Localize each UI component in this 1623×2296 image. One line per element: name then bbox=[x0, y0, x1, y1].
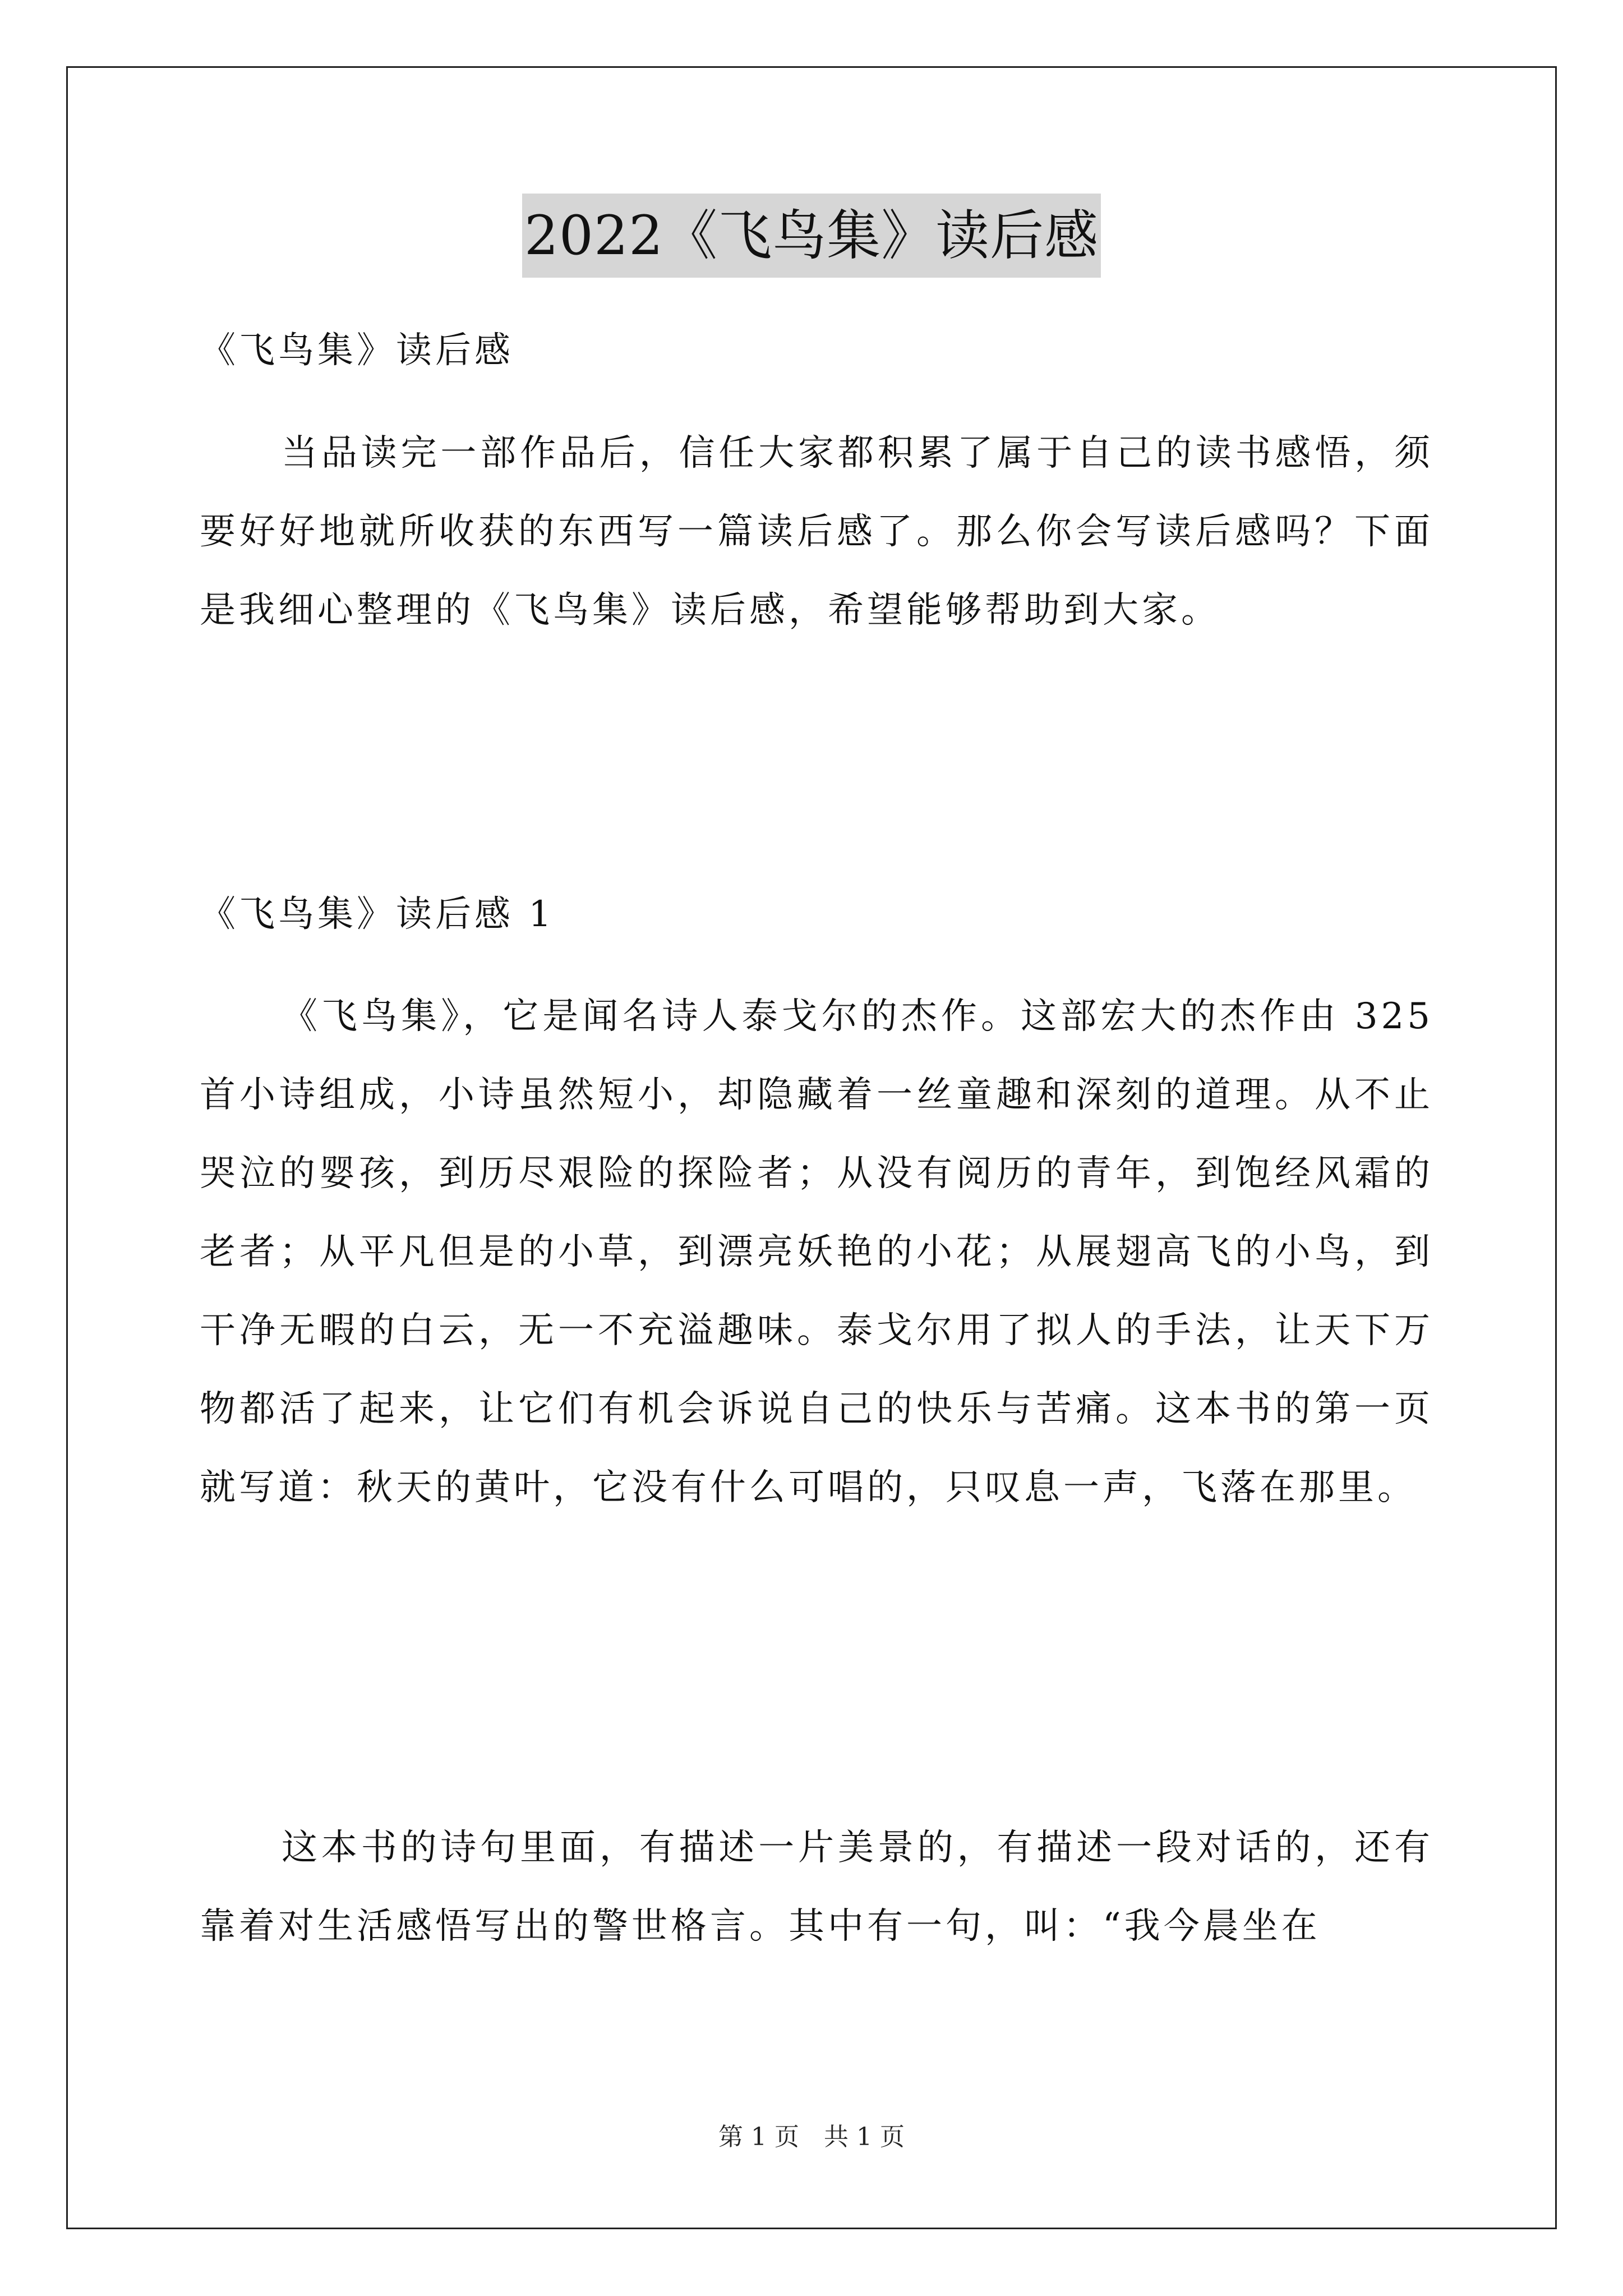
section1-paragraph-2: 这本书的诗句里面，有描述一片美景的，有描述一段对话的，还有靠着对生活感悟写出的警世格言。其中有一句，叫：“我今晨坐在 bbox=[200, 1827, 1433, 1947]
page-footer: 第 1 页 共 1 页 bbox=[718, 2123, 905, 2151]
intro-paragraph: 当品读完一部作品后，信任大家都积累了属于自己的读书感悟，须要好好地就所收获的东西写一篇读后感了。那么你会写读后感吗？下面是我细心整理的《飞鸟集》读后感，希望能够帮助到大家。 bbox=[200, 432, 1433, 631]
section1-paragraph-1: 《飞鸟集》，它是闻名诗人泰戈尔的杰作。这部宏大的杰作由 325 首小诗组成，小诗虽然短小，却隐藏着一丝童趣和深刻的道理。从不止哭泣的婴孩，到历尽艰险的探险者；从没有阅历的青年，到饱经风霜的老者；从平凡但是的小草，到漂亮妖艳的小花；从展翅高飞的小鸟，到干净无暇的白云，无一不充溢趣味。泰戈尔用了拟人的手法，让天下万物都活了起来，让它们有机会诉说自己的快乐与苦痛。这本书的第一页就写道：秋天的黄叶，它没有什么可唱的，只叹息一声，飞落在那里。 bbox=[200, 996, 1433, 1508]
title-container bbox=[0, 194, 1623, 278]
document-subtitle: 《飞鸟集》读后感 bbox=[200, 330, 514, 371]
section-heading-1: 《飞鸟集》读后感 1 bbox=[200, 894, 555, 935]
document-title: 2022《飞鸟集》读后感 bbox=[522, 194, 1101, 278]
